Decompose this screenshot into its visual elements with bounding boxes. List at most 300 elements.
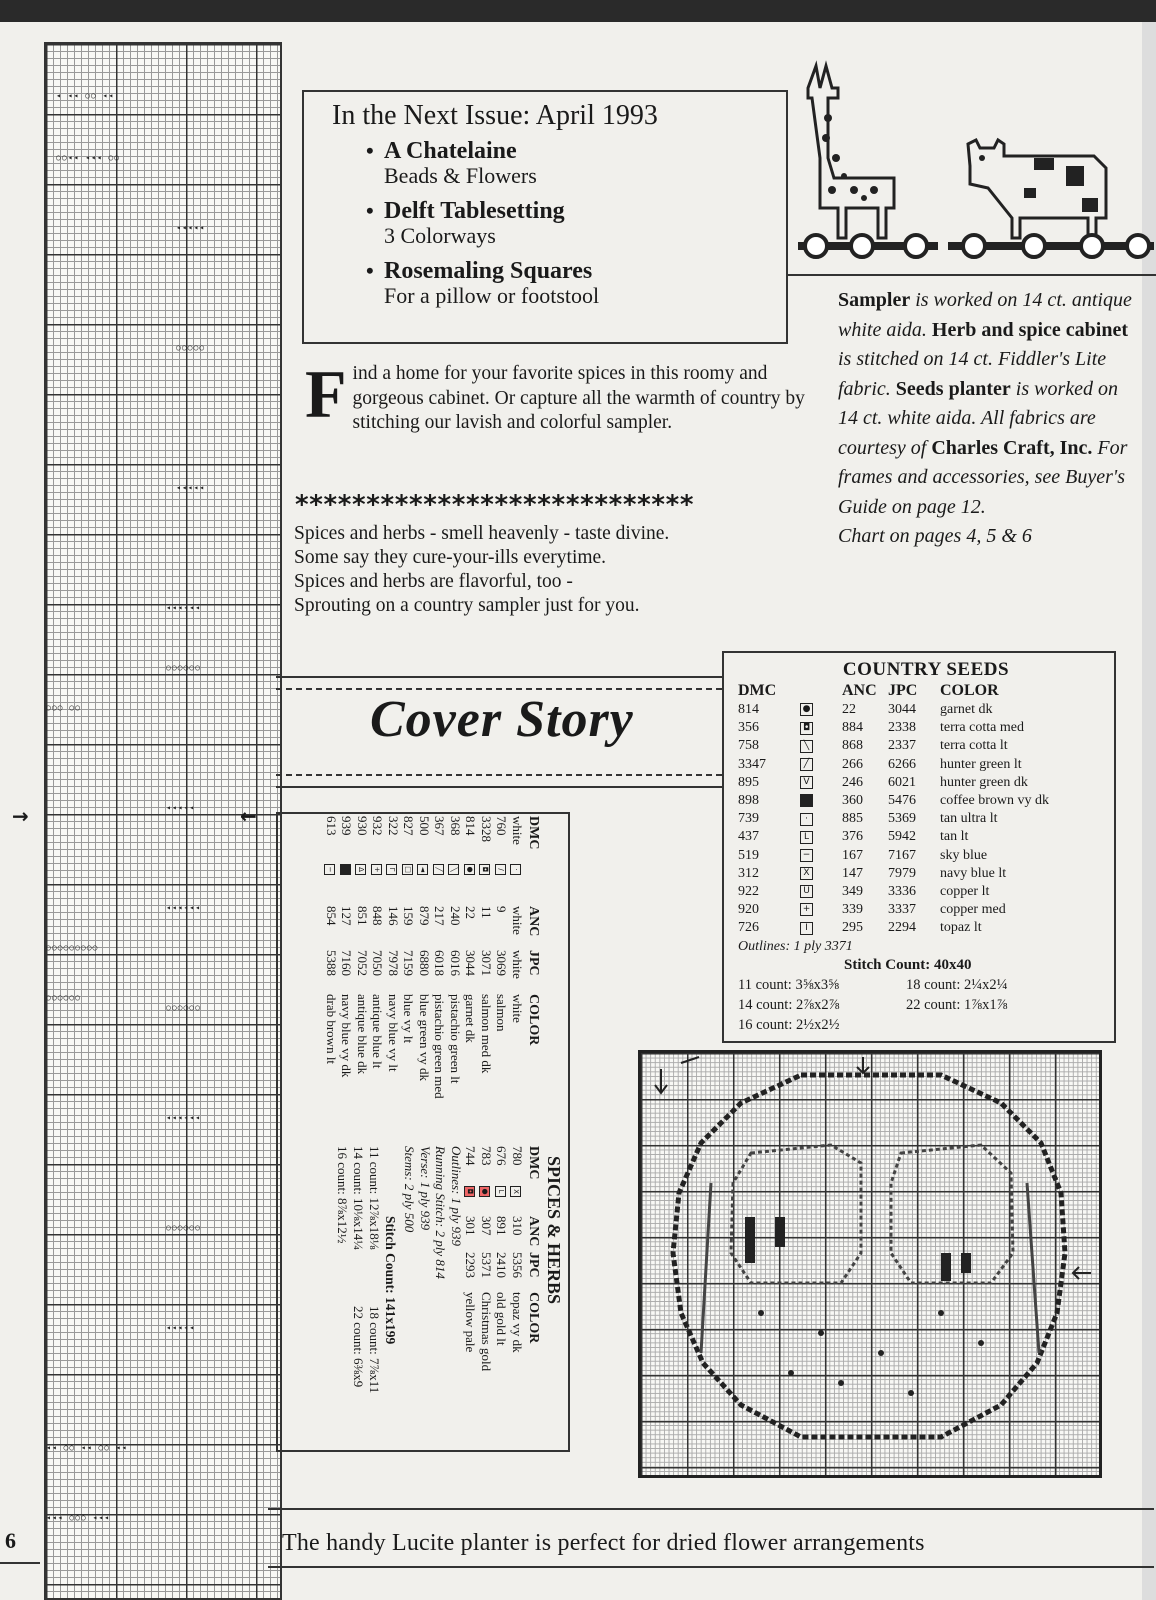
divider xyxy=(268,1566,1154,1568)
symbol-cell xyxy=(494,1186,510,1216)
symbol-cell xyxy=(370,864,386,906)
intro-text: ind a home for your favorite spices in this roomy and gorgeous cabinet. Or capture all the warmth of country by stitching our lavish and colorful sampler. xyxy=(352,363,805,433)
jpc-cell: 5369 xyxy=(888,811,916,827)
chart-symbols: ◂◂◂◂◂ xyxy=(166,1323,196,1332)
table-row xyxy=(370,816,386,1144)
drop-cap: F xyxy=(305,356,347,432)
symbol-cell xyxy=(800,883,842,901)
column-header: COLOR xyxy=(526,994,542,1046)
dmc-cell: 739 xyxy=(738,811,759,827)
jpc-cell: 5942 xyxy=(888,829,916,845)
jpc-cell: 7978 xyxy=(385,950,401,976)
chart-symbols: ○○○○○○○○○ xyxy=(46,943,99,952)
color-cell: pistachio green med xyxy=(432,994,448,1099)
symbol-cell xyxy=(355,864,371,906)
dmc-cell: 930 xyxy=(354,816,370,836)
symbol-cell xyxy=(800,792,842,810)
symbol-icon: L xyxy=(800,831,813,844)
note-text: is worked on 14 ct. antique white aida. xyxy=(838,289,1132,341)
column-header: ANC xyxy=(526,906,542,937)
column-header: COLOR xyxy=(526,1292,542,1344)
color-cell: tan ultra lt xyxy=(940,811,998,827)
color-cell: terra cotta lt xyxy=(940,738,1008,754)
symbol-cell xyxy=(800,919,842,937)
dmc-cell: 3347 xyxy=(738,756,766,772)
color-cell: hunter green dk xyxy=(940,774,1028,790)
symbol-cell xyxy=(800,865,842,883)
dmc-cell: white xyxy=(509,816,525,845)
symbol-cell xyxy=(800,737,842,755)
jpc-cell: 2338 xyxy=(888,720,916,736)
jpc-cell: 7167 xyxy=(888,847,916,863)
color-cell: navy blue vy dk xyxy=(339,994,355,1078)
key-title: SPICES & HERBS xyxy=(544,1156,564,1305)
table-row xyxy=(738,828,1049,846)
jpc-cell: 5371 xyxy=(478,1252,494,1278)
table-row xyxy=(738,847,1049,865)
anc-cell: 167 xyxy=(842,847,863,863)
anc-cell: 266 xyxy=(842,756,863,772)
jpc-cell: 3044 xyxy=(463,950,479,976)
color-cell: garnet dk xyxy=(940,702,993,718)
color-cell: sky blue xyxy=(940,847,988,863)
symbol-cell xyxy=(800,847,842,865)
table-row xyxy=(401,816,417,1144)
table-row xyxy=(432,816,448,1144)
verse-line: Spices and herbs - smell heavenly - taste divine. xyxy=(294,523,670,544)
color-cell: antique blue dk xyxy=(354,994,370,1075)
bullet-icon: • xyxy=(366,138,374,163)
symbol-cell xyxy=(510,864,526,906)
next-issue-item xyxy=(332,258,786,308)
symbol-icon: I xyxy=(800,922,813,935)
dmc-cell: 322 xyxy=(385,816,401,836)
color-cell: white xyxy=(509,994,525,1023)
table-row xyxy=(510,1146,526,1371)
symbol-cell xyxy=(339,864,355,906)
anc-cell: 339 xyxy=(842,902,863,918)
symbol-icon: − xyxy=(800,849,813,862)
table-row xyxy=(417,816,433,1144)
table-row xyxy=(738,919,1049,937)
stitch-count: Stitch Count: 40x40 xyxy=(844,957,972,974)
symbol-icon: − xyxy=(324,864,335,875)
column-header: DMC xyxy=(526,1146,542,1180)
color-key-table xyxy=(324,816,543,1144)
color-cell: topaz lt xyxy=(940,920,982,936)
fabric-count: 18 count: 7⅞x11 xyxy=(367,1306,382,1394)
table-row xyxy=(355,816,371,1144)
color-cell: topaz vy dk xyxy=(509,1292,525,1353)
column-header: ANC xyxy=(842,682,877,699)
chart-center-arrow: → xyxy=(12,804,29,828)
anc-cell: 851 xyxy=(354,906,370,926)
color-cell: hunter green lt xyxy=(940,756,1022,772)
color-cell: tan lt xyxy=(940,829,969,845)
color-cell: garnet dk xyxy=(463,994,479,1043)
dmc-cell: 898 xyxy=(738,793,759,809)
divider xyxy=(276,676,722,678)
divider xyxy=(788,274,1156,276)
symbol-icon: ╱ xyxy=(800,758,813,771)
jpc-cell: white xyxy=(509,950,525,979)
anc-cell: 848 xyxy=(370,906,386,926)
dmc-cell: 827 xyxy=(401,816,417,836)
dmc-cell: 437 xyxy=(738,829,759,845)
chart-center-arrow: ← xyxy=(240,804,257,828)
dmc-cell: 814 xyxy=(738,702,759,718)
column-header xyxy=(525,864,542,906)
thread-note: Stems: 2 ply 500 xyxy=(402,1146,418,1233)
fabric-count: 16 count: 2½x2½ xyxy=(738,1017,840,1034)
symbol-icon: ◘ xyxy=(800,722,813,735)
symbol-cell xyxy=(800,810,842,828)
column-header: ANC xyxy=(526,1216,542,1247)
anc-cell: 301 xyxy=(463,1216,479,1236)
anc-cell: 879 xyxy=(416,906,432,926)
table-row xyxy=(386,816,402,1144)
table-row xyxy=(339,816,355,1144)
table-row xyxy=(324,816,340,1144)
item-subtitle: For a pillow or footstool xyxy=(384,283,600,308)
anc-cell: 11 xyxy=(478,906,494,919)
note-text: For frames and accessories, see Buyer's Guide on page 12. xyxy=(838,436,1128,518)
jpc-cell: 2410 xyxy=(494,1252,510,1278)
dashed-divider xyxy=(276,774,722,776)
color-cell: drab brown lt xyxy=(323,994,339,1065)
symbol-icon: ╲ xyxy=(448,864,459,875)
symbol-icon: · xyxy=(800,813,813,826)
table-row xyxy=(463,1146,479,1371)
symbol-icon: ◘ xyxy=(479,864,490,875)
column-header: DMC xyxy=(526,816,542,850)
color-cell: copper lt xyxy=(940,883,990,899)
fabric-count-list xyxy=(738,977,1114,1034)
note-bold: Herb and spice cabinet xyxy=(931,318,1129,341)
dmc-cell: 920 xyxy=(738,902,759,918)
jpc-cell: 5476 xyxy=(888,793,916,809)
symbol-icon: V xyxy=(800,776,813,789)
dmc-cell: 760 xyxy=(494,816,510,836)
jpc-cell: 6880 xyxy=(416,950,432,976)
dmc-cell: 758 xyxy=(738,738,759,754)
column-header xyxy=(800,681,842,701)
column-header: DMC xyxy=(738,682,777,699)
anc-cell: white xyxy=(509,906,525,935)
chart-symbols: ◂◂◂◂◂ xyxy=(176,223,206,232)
symbol-cell xyxy=(800,774,842,792)
anc-cell: 159 xyxy=(401,906,417,926)
anc-cell: 147 xyxy=(842,865,863,881)
fabric-count: 14 count: 10⅛x14¼ xyxy=(351,1146,366,1250)
jpc-cell: 7050 xyxy=(370,950,386,976)
table-row xyxy=(479,1146,495,1371)
item-subtitle: Beads & Flowers xyxy=(384,163,537,188)
stitch-count: Stitch Count: 141x199 xyxy=(383,1216,398,1345)
next-issue-box xyxy=(302,90,788,344)
anc-cell: 868 xyxy=(842,738,863,754)
color-cell: copper med xyxy=(940,902,1006,918)
dmc-cell: 814 xyxy=(463,816,479,836)
chart-symbols: ○○○○○○ xyxy=(166,1003,201,1012)
dmc-cell: 939 xyxy=(339,816,355,836)
symbol-icon: + xyxy=(800,903,813,916)
fabric-count-list xyxy=(334,1146,382,1446)
next-issue-item xyxy=(332,138,786,188)
note-text: is worked on 14 ct. white aida. All fabrics are courtesy of xyxy=(838,377,1118,459)
table-row xyxy=(494,816,510,1144)
chart-symbols: ◂◂◂◂◂ xyxy=(166,803,196,812)
verse xyxy=(294,522,669,618)
next-issue-item xyxy=(332,198,786,248)
color-cell: terra cotta med xyxy=(940,720,1024,736)
divider xyxy=(276,786,722,788)
anc-cell: 376 xyxy=(842,829,863,845)
symbol-icon xyxy=(340,864,351,875)
color-cell: blue vy lt xyxy=(401,994,417,1044)
chart-symbols: ◂◂◂ ○○○ ◂◂◂ xyxy=(46,1513,110,1522)
symbol-cell xyxy=(479,1186,495,1216)
jpc-cell: 3337 xyxy=(888,902,916,918)
anc-cell: 310 xyxy=(509,1216,525,1236)
table-row xyxy=(738,883,1049,901)
cover-story-heading: Cover Story xyxy=(370,691,634,748)
symbol-icon: ╱ xyxy=(433,864,444,875)
anc-cell: 217 xyxy=(432,906,448,926)
symbol-icon: ● xyxy=(464,864,475,875)
anc-cell: 307 xyxy=(478,1216,494,1236)
fabric-count: 14 count: 2⅞x2⅞ xyxy=(738,997,840,1014)
symbol-cell xyxy=(800,828,842,846)
item-title: A Chatelaine xyxy=(384,138,517,164)
divider xyxy=(0,1562,40,1564)
dmc-cell: 613 xyxy=(323,816,339,836)
symbol-cell xyxy=(432,864,448,906)
column-header: JPC xyxy=(526,950,542,976)
anc-cell: 22 xyxy=(463,906,479,919)
color-cell: antique blue lt xyxy=(370,994,386,1069)
verse-line: Sprouting on a country sampler just for you. xyxy=(294,595,640,616)
symbol-icon: Γ xyxy=(386,864,397,875)
jpc-cell: 7979 xyxy=(888,865,916,881)
jpc-cell: 3044 xyxy=(888,702,916,718)
color-cell: navy blue lt xyxy=(940,865,1007,881)
fabric-count: 22 count: 6⅜x9 xyxy=(351,1306,366,1388)
chart-symbols: ◂◂◂◂◂◂ xyxy=(166,903,201,912)
spices-herbs-key xyxy=(276,812,570,1452)
jpc-cell: 7160 xyxy=(339,950,355,976)
item-title: Delft Tablesetting xyxy=(384,198,565,224)
chart-symbols: ○○○ ○○ xyxy=(46,703,81,712)
symbol-cell xyxy=(401,864,417,906)
page-number: 6 xyxy=(5,1528,16,1553)
color-cell: coffee brown vy dk xyxy=(940,793,1049,809)
color-cell: navy blue vy lt xyxy=(385,994,401,1072)
dmc-cell: 783 xyxy=(478,1146,494,1166)
dmc-cell: 356 xyxy=(738,720,759,736)
top-border xyxy=(0,0,1156,22)
anc-cell: 22 xyxy=(842,702,856,718)
symbol-icon: X xyxy=(800,867,813,880)
symbol-cell xyxy=(494,864,510,906)
dmc-cell: 3328 xyxy=(478,816,494,842)
symbol-cell xyxy=(463,864,479,906)
thread-notes xyxy=(402,1146,464,1279)
column-header: JPC xyxy=(526,1252,542,1278)
fabric-count: 11 count: 3⅝x3⅝ xyxy=(738,977,839,994)
jpc-cell: 2294 xyxy=(888,920,916,936)
symbol-icon: ◄ xyxy=(417,864,428,875)
symbol-cell xyxy=(800,901,842,919)
color-cell: Christmas gold xyxy=(478,1292,494,1372)
chart-reference: Chart on pages 4, 5 & 6 xyxy=(838,525,1032,547)
jpc-cell: 6021 xyxy=(888,774,916,790)
jpc-cell: 3336 xyxy=(888,883,916,899)
chart-symbols: ◂◂◂◂◂ xyxy=(176,483,206,492)
table-row xyxy=(738,737,1049,755)
key-title: COUNTRY SEEDS xyxy=(842,659,1010,680)
chart-symbols: ○○○○○ xyxy=(176,343,206,352)
table-row xyxy=(738,792,1049,810)
symbol-icon: / xyxy=(495,864,506,875)
fabric-count: 11 count: 12⅞x18⅛ xyxy=(367,1146,382,1250)
table-row xyxy=(738,810,1049,828)
color-cell: salmon xyxy=(494,994,510,1032)
dmc-cell: 895 xyxy=(738,774,759,790)
dmc-cell: 500 xyxy=(416,816,432,836)
item-subtitle: 3 Colorways xyxy=(384,223,496,248)
table-row xyxy=(738,701,1049,719)
symbol-cell xyxy=(800,719,842,737)
color-key-table xyxy=(738,681,1049,937)
symbol-icon: Δ xyxy=(355,864,366,875)
anc-cell: 240 xyxy=(447,906,463,926)
jpc-cell: 7052 xyxy=(354,950,370,976)
verse-line: Some say they cure-your-ills everytime. xyxy=(294,547,607,568)
anc-cell: 295 xyxy=(842,920,863,936)
anc-cell: 146 xyxy=(385,906,401,926)
symbol-icon: □ xyxy=(402,864,413,875)
symbol-cell xyxy=(510,1186,526,1216)
dmc-cell: 744 xyxy=(463,1146,479,1166)
symbol-cell xyxy=(479,864,495,906)
table-row xyxy=(738,774,1049,792)
thread-note: Running Stitch: 2 ply 814 xyxy=(433,1146,449,1279)
symbol-cell xyxy=(800,701,842,719)
column-header xyxy=(525,1186,542,1216)
planter-chart-pattern xyxy=(641,1053,1099,1475)
jpc-cell: 3071 xyxy=(478,950,494,976)
jpc-cell: 3069 xyxy=(494,950,510,976)
item-title: Rosemaling Squares xyxy=(384,258,593,284)
column-header: COLOR xyxy=(940,682,999,699)
jpc-cell: 6266 xyxy=(888,756,916,772)
anc-cell: 360 xyxy=(842,793,863,809)
bullet-icon: • xyxy=(366,198,374,223)
symbol-icon: L xyxy=(495,1186,506,1197)
jpc-cell: 2293 xyxy=(463,1252,479,1278)
next-issue-title: In the Next Issue: April 1993 xyxy=(332,100,658,131)
chart-symbols: ◂◂◂◂◂◂ xyxy=(166,603,201,612)
symbol-cell xyxy=(324,864,340,906)
divider xyxy=(268,1508,1154,1510)
color-cell: old gold lt xyxy=(494,1292,510,1346)
jpc-cell: 5356 xyxy=(509,1252,525,1278)
fabric-count: 16 count: 8⅞x12½ xyxy=(335,1146,350,1244)
color-cell: blue green vy dk xyxy=(416,994,432,1082)
symbol-icon: ● xyxy=(479,1186,490,1197)
fabric-count: 18 count: 2¼x2¼ xyxy=(906,977,1008,994)
symbol-icon: X xyxy=(510,1186,521,1197)
thread-note: Outlines: 1 ply 939 xyxy=(449,1146,464,1247)
table-row xyxy=(510,816,526,1144)
anc-cell: 891 xyxy=(494,1216,510,1236)
dmc-cell: 368 xyxy=(447,816,463,836)
chart-symbols: ○○○○○○ xyxy=(46,993,81,1002)
symbol-icon: ● xyxy=(800,703,813,716)
dmc-cell: 922 xyxy=(738,883,759,899)
dmc-cell: 312 xyxy=(738,865,759,881)
anc-cell: 854 xyxy=(323,906,339,926)
chart-symbols: ◂◂ ○○ ◂◂ ○○ ◂◂ xyxy=(46,1443,128,1452)
table-row xyxy=(494,1146,510,1371)
dmc-cell: 932 xyxy=(370,816,386,836)
dmc-cell: 519 xyxy=(738,847,759,863)
dmc-cell: 726 xyxy=(738,920,759,936)
jpc-cell: 6016 xyxy=(447,950,463,976)
dmc-cell: 780 xyxy=(509,1146,525,1166)
dmc-cell: 367 xyxy=(432,816,448,836)
symbol-icon: + xyxy=(371,864,382,875)
color-cell: pistachio green lt xyxy=(447,994,463,1084)
table-row xyxy=(738,719,1049,737)
bullet-icon: • xyxy=(366,258,374,283)
jpc-cell: 7159 xyxy=(401,950,417,976)
anc-cell: 349 xyxy=(842,883,863,899)
symbol-icon: ╲ xyxy=(800,740,813,753)
symbol-cell xyxy=(386,864,402,906)
jpc-cell: 2337 xyxy=(888,738,916,754)
photo-caption: The handy Lucite planter is perfect for dried flower arrangements xyxy=(282,1530,925,1556)
chart-symbols: ◂◂◂◂◂◂ xyxy=(166,1113,201,1122)
note-bold: Sampler xyxy=(838,289,911,311)
fabric-count: 22 count: 1⅞x1⅞ xyxy=(906,997,1008,1014)
anc-cell: 246 xyxy=(842,774,863,790)
rotated-key-content xyxy=(282,816,564,1446)
jpc-cell: 5388 xyxy=(323,950,339,976)
intro-paragraph xyxy=(305,356,805,436)
symbol-cell xyxy=(417,864,433,906)
anc-cell: 885 xyxy=(842,811,863,827)
color-key-table-2 xyxy=(463,1146,542,1371)
color-cell: yellow pale xyxy=(463,1292,479,1353)
chart-symbols: ○○○○○○ xyxy=(166,1223,201,1232)
symbol-cell xyxy=(448,864,464,906)
symbol-cell xyxy=(463,1186,479,1216)
note-bold: Charles Craft, Inc. xyxy=(931,436,1093,459)
chart-symbols: ○○○○○○ xyxy=(166,663,201,672)
symbol-icon: ◘ xyxy=(464,1186,475,1197)
anc-cell: 9 xyxy=(494,906,510,913)
jpc-cell: 6018 xyxy=(432,950,448,976)
giraffe-cow-illustration xyxy=(798,58,1154,278)
symbol-icon: U xyxy=(800,885,813,898)
planter-chart xyxy=(638,1050,1102,1478)
table-row xyxy=(738,865,1049,883)
symbol-icon: · xyxy=(510,864,521,875)
chart-symbols: ○○◂◂ ◂◂◂ ○○ xyxy=(56,153,120,162)
table-row xyxy=(738,756,1049,774)
